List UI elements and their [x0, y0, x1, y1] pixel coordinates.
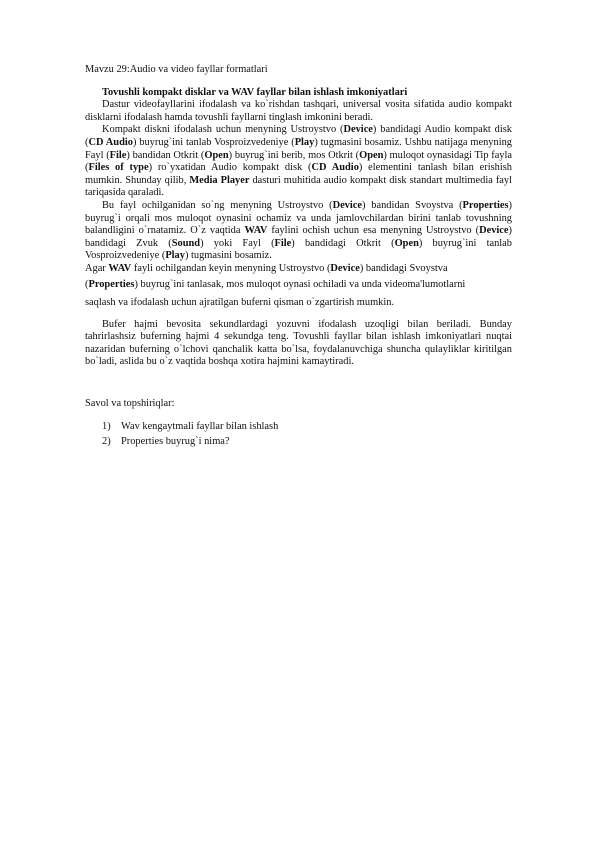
questions-list: [85, 419, 512, 449]
paragraph-wav-properties-line2: (Properties) buyrug`ini tanlasak, mos muloqot oynasi ochiladi va unda videoma'lumotlarni: [85, 278, 466, 290]
paragraph-buffer: Bufer hajmi bevosita sekundlardagi yozuvni ifodalash uzoqligi bilan beriladi. Bunday tahrirlashsiz buferning hajmi 4 sekundga teng. Tovushli fayllar bilan ishlash imkoniyatlari nuqtai nazaridan buferning o`lchovi qanchalik katta bo`lsa, foydalanuvchiga shuncha qulayliklar kiritilgan bo`ladi, aslida bu o`z vaqtida boshqa xotira hajmini kamaytiradi.: [85, 318, 512, 368]
list-item-text: Properties buyrug`i nima?: [121, 435, 230, 447]
document-title: Mavzu 29:Audio va video fayllar formatlari: [85, 64, 268, 75]
paragraph-wav-properties-line3: saqlash va ifodalash uchun ajratilgan buferni qisman o`zgartirish mumkin.: [85, 297, 395, 309]
list-item-text: Wav kengaytmali fayllar bilan ishlash: [121, 420, 279, 432]
list-item: [102, 419, 512, 434]
list-item-number: 2): [102, 435, 111, 447]
list-item-number: 1): [102, 420, 111, 432]
questions-heading: Savol va topshiriqlar:: [85, 398, 175, 410]
paragraph-wav-properties-line1: Agar WAV fayli ochilgandan keyin menyning Ustroystvo (Device) bandidagi Svoystva: [85, 262, 448, 274]
paragraph-wav-open: Bu fayl ochilganidan so`ng menyning Ustroystvo (Device) bandidan Svoystva (Properties) buyrug`i orqali mos muloqot oynasini ochamiz va unda jamlovchilardan birini tanlab tovushning balandligini o`rnatamiz. O`z vaqtida WAV faylini ochish uchun esa menyning Ustroystvo (Device) bandidagi Zvuk (Sound) yoki Fayl (File) bandidagi Otkrit (Open) buyrug`ini tanlab Vosproizvedeniye (Play) tugmasini bosamiz.: [85, 199, 512, 262]
list-item: [102, 434, 512, 449]
section-heading: Tovushli kompakt disklar va WAV fayllar bilan ishlash imkoniyatlari: [102, 86, 408, 98]
document-body: [85, 64, 512, 449]
paragraph-cd-audio: Kompakt diskni ifodalash uchun menyning Ustroystvo (Device) bandidagi Audio kompakt disk (CD Audio) buyrug`ini tanlab Vosproizvedeniye (Play) tugmasini bosamiz. Ushbu natijaga menyning Fayl (File) bandidan Otkrit (Open) buyrug`ini berib, mos Otkrit (Open) muloqot oynasidagi Tip fayla (Files of type) ro`yxatidan Audio kompakt disk (CD Audio) elementini tanlash bilan erishish mumkin. Shunday qilib, Media Player dasturi muhitida audio kompakt disk standart multimedia fayl tariqasida qaraladi.: [85, 124, 512, 199]
paragraph-intro: Dastur videofayllarini ifodalash va ko`rishdan tashqari, universal vosita sifatida audio kompakt disklarni ifodalash hamda tovushli fayllarni tinglash imkonini beradi.: [85, 99, 512, 123]
